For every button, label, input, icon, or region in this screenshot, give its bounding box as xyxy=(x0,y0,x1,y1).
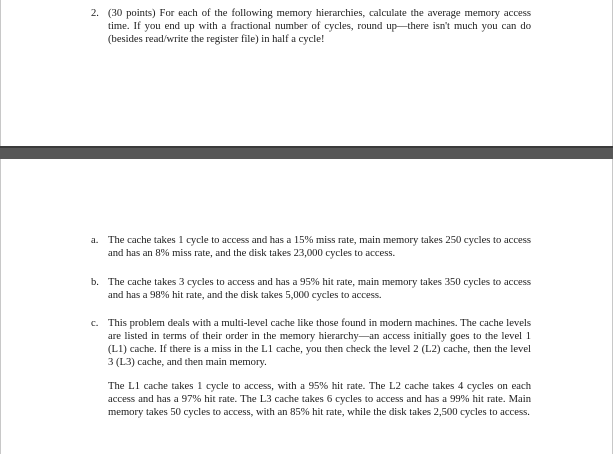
list-item-a xyxy=(91,234,531,260)
item-text: The cache takes 3 cycles to access and has a 95% hit rate, main memory takes 350 cycles to access and has a 98% hit rate, and the disk takes 5,000 cycles to access. xyxy=(108,277,531,301)
item-label: b. xyxy=(91,277,99,288)
item-label: c. xyxy=(91,318,99,329)
document-page-2 xyxy=(0,159,613,454)
question-number: 2. xyxy=(91,8,99,19)
item-text: The cache takes 1 cycle to access and has a 15% miss rate, main memory takes 250 cycles to access and has an 8% miss rate, and the disk takes 23,000 cycles to access. xyxy=(108,235,531,259)
list-item-c xyxy=(91,317,531,419)
item-text: This problem deals with a multi-level cache like those found in modern machines. The cache levels are listed in terms of their order in the memory hierarchy—an access initially goes to the level 1 (L1) cache. If there is a miss in the L1 cache, you then check the level 2 (L2) cache, then the level 3 (L3) cache, and then main memory. xyxy=(108,318,531,368)
document-page-1 xyxy=(0,0,613,146)
question-text: (30 points) For each of the following memory hierarchies, calculate the average memory access time. If you end up with a fractional number of cycles, round up—there isn't much you can do (besides read/write the register file) in half a cycle! xyxy=(108,8,531,45)
question-block xyxy=(91,7,531,46)
list-item-b xyxy=(91,276,531,302)
item-label: a. xyxy=(91,235,99,246)
item-text-continued: The L1 cache takes 1 cycle to access, with a 95% hit rate. The L2 cache takes 4 cycles on each access and has a 97% hit rate. The L3 cache takes 6 cycles to access and has a 99% hit rate. Main memory takes 50 cycles to access, with an 85% hit rate, while the disk takes 2,500 cycles to access. xyxy=(108,381,531,418)
page-separator xyxy=(0,146,613,159)
